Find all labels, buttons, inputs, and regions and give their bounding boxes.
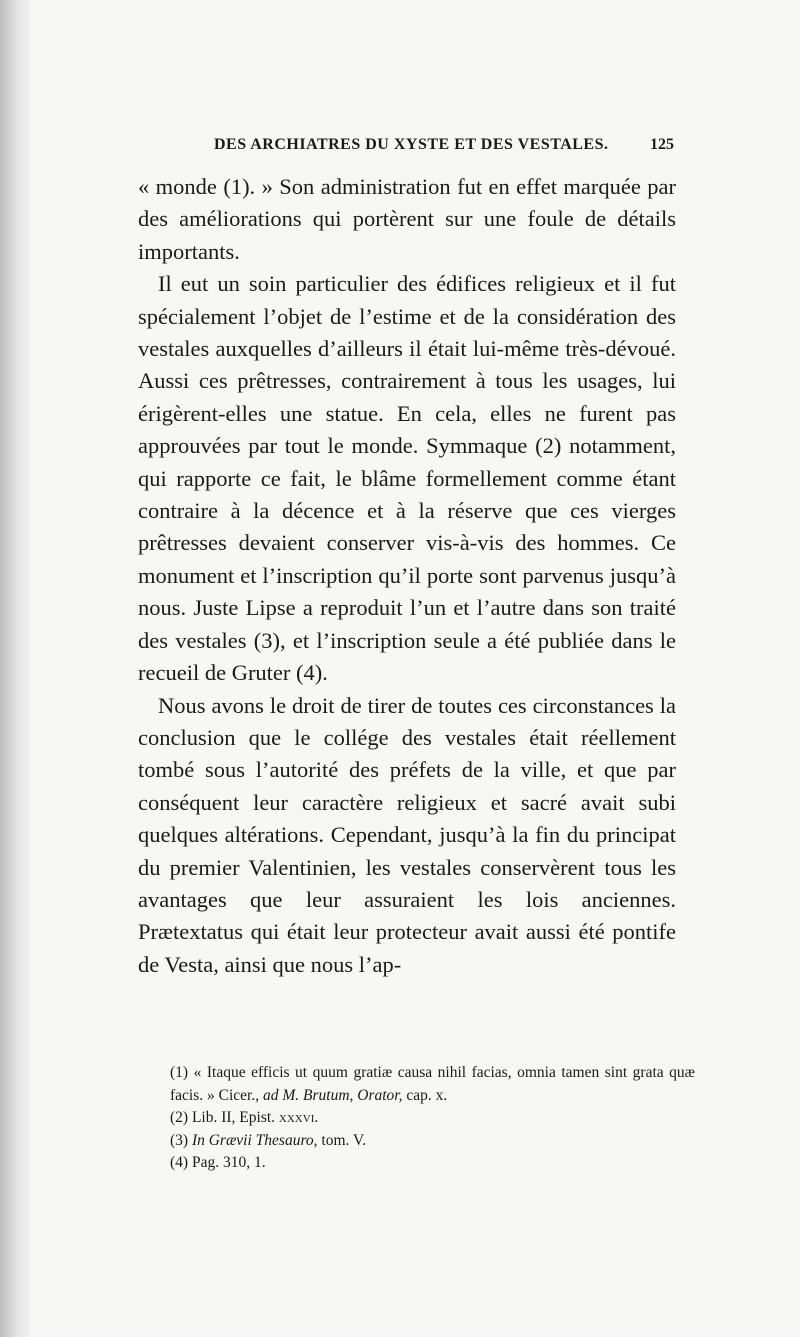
page-header (214, 136, 674, 160)
footnote-1 (170, 1062, 695, 1107)
paragraph-1: « monde (1). » Son administration fut en effet marquée par des améliorations qui portèrent sur une foule de détails importants. (138, 174, 676, 264)
page-gutter (0, 0, 30, 1337)
footnote-4: (4) Pag. 310, 1. (170, 1154, 266, 1171)
footnotes (170, 1062, 695, 1175)
footnote-2 (170, 1107, 695, 1130)
footnote-1-end: cap. x. (402, 1086, 448, 1104)
footnote-3-end: tom. V. (317, 1131, 367, 1149)
paragraph-2: Il eut un soin particulier des édifices religieux et il fut spécialement l’objet de l’estime et de la considération des vestales auxquelles d’ailleurs il était lui-même très-dévoué. Aussi ces prêtresses, contrairement à tous les usages, lui érigèrent-elles une statue. En cela, elles ne furent pas approuvées par tout le monde. Symmaque (2) notamment, qui rapporte ce fait, le blâme formellement comme étant contraire à la décence et à la réserve que ces vierges prêtresses devaient conserver vis-à-vis des hommes. Ce monument et l’inscription qu’il porte sont parvenus jusqu’à nous. Juste Lipse a reproduit l’un et l’autre dans son traité des vestales (3), et l’inscription seule a été publiée dans le recueil de Gruter (4). (138, 271, 676, 686)
body-text (138, 171, 676, 981)
footnote-3-work: In Grævii Thesauro, (191, 1131, 318, 1149)
page-number: 125 (650, 136, 674, 153)
footnote-2-text: (2) Lib. II, Epist. (170, 1109, 279, 1126)
footnote-2-numeral: xxxvi. (278, 1109, 319, 1126)
footnote-1-work: ad M. Brutum, Orator, (262, 1086, 403, 1104)
footnote-1-text: (1) « Itaque efficis ut quum gratiæ causa nihil facias, omnia tamen sint grata quæ facis. » Cicer., (170, 1064, 695, 1104)
footnote-3-text: (3) (170, 1131, 192, 1149)
footnote-3 (170, 1130, 695, 1153)
paragraph-3: Nous avons le droit de tirer de toutes ces circonstances la conclusion que le collége des vestales était réellement tombé sous l’autorité des préfets de la ville, et que par conséquent leur caractère religieux et sacré avait subi quelques altérations. Cependant, jusqu’à la fin du principat du premier Valentinien, les vestales conservèrent tous les avantages que leur assuraient les lois anciennes. Prætextatus qui était leur protecteur avait aussi été pontife de Vesta, ainsi que nous l’ap- (138, 692, 676, 977)
running-title: DES ARCHIATRES DU XYSTE ET DES VESTALES. (214, 136, 609, 153)
